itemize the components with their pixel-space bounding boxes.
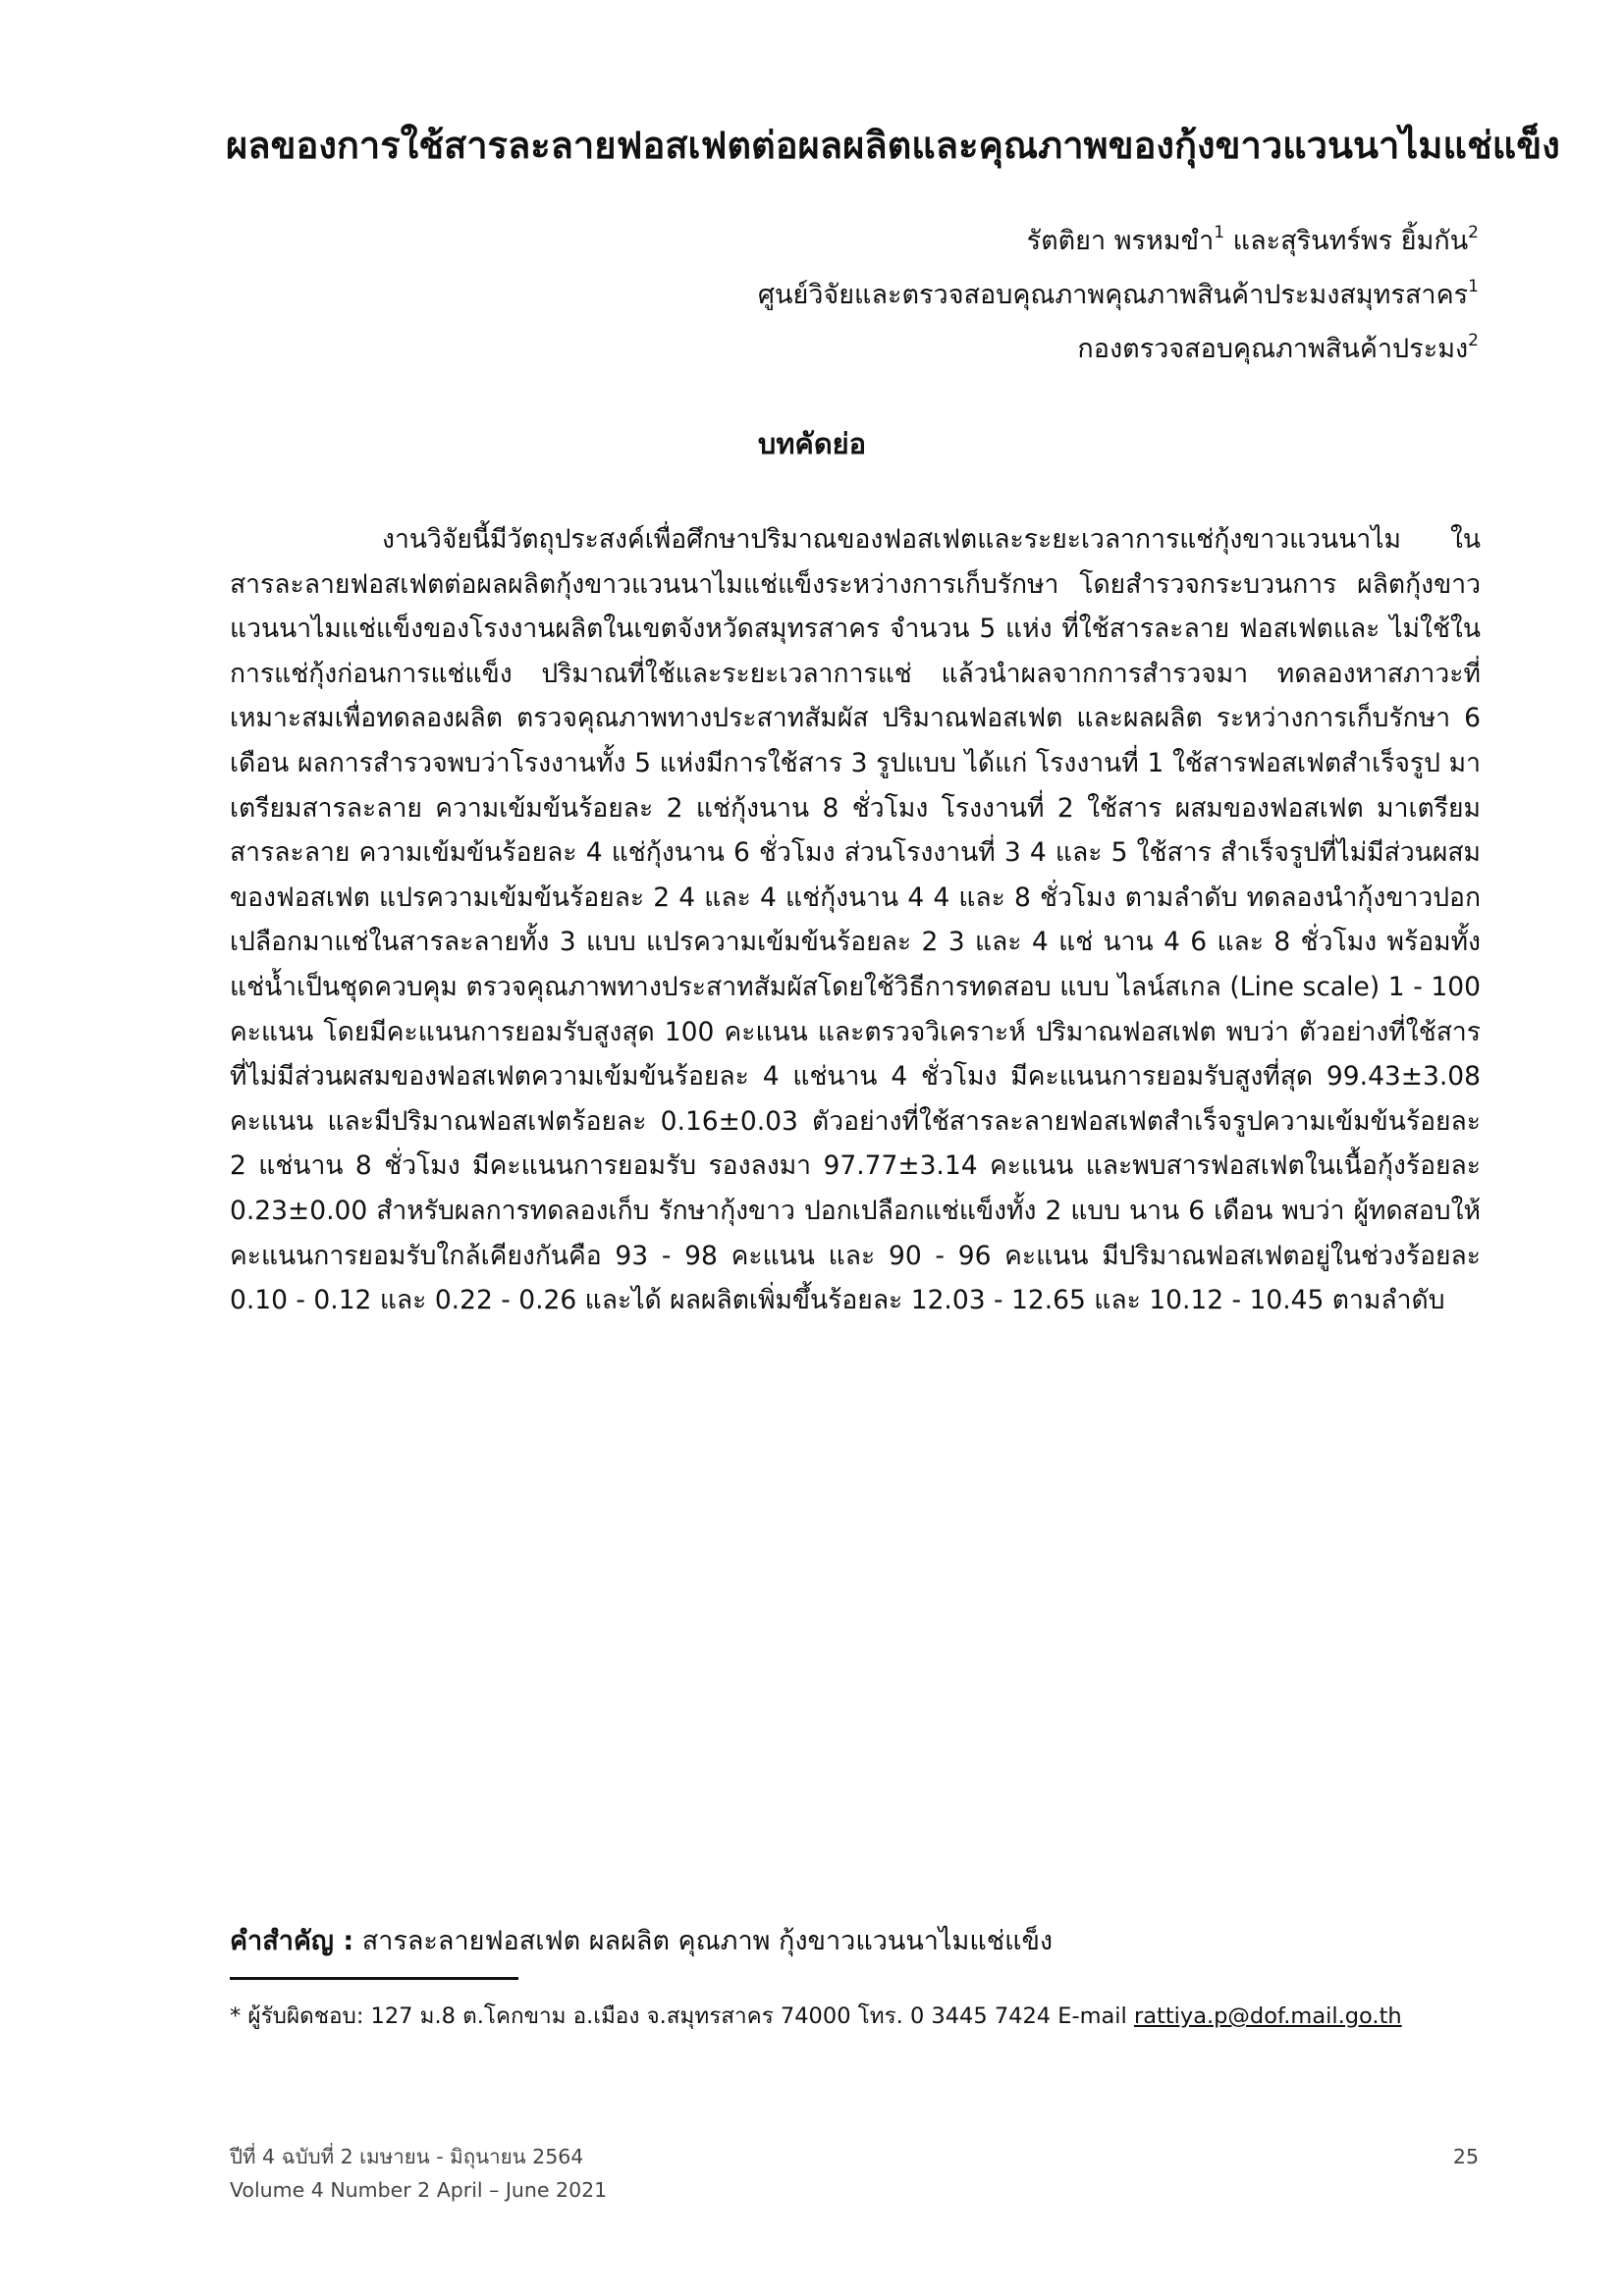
author-2-name: และสุรินทร์พร ยิ้มกัน: [1224, 226, 1469, 256]
keywords: [230, 1922, 1487, 1961]
journal-issue-info: [230, 2140, 607, 2207]
author-block: [758, 214, 1479, 376]
footnote-text: * ผู้รับผิดชอบ: 127 ม.8 ต.โคกขาม อ.เมือง จ.สมุทรสาคร 74000 โทร. 0 3445 7424 E-mail: [230, 2003, 1134, 2029]
author-1-name: รัตติยา พรหมขำ: [1026, 226, 1215, 256]
corresponding-author-footnote: [230, 1999, 1506, 2034]
issue-thai: ปีที่ 4 ฉบับที่ 2 เมษายน - มิถุนายน 2564: [230, 2145, 584, 2168]
affiliation-1: ศูนย์วิจัยและตรวจสอบคุณภาพคุณภาพสินค้าประมงสมุทรสาคร$^1$: [757, 277, 1479, 310]
abstract-body: งานวิจัยนี้มีวัตถุประสงค์เพื่อศึกษาปริมาณของฟอสเฟตและระยะเวลาการแช่กุ้งขาวแวนนาไม ในสารละลายฟอสเฟตต่อผลผลิตกุ้งขาวแวนนาไมแช่แข็งระหว่างการเก็บรักษา โดยสำรวจกระบวนการ ผลิตกุ้งขาวแวนนาไมแช่แข็งของโรงงานผลิตในเขตจังหวัดสมุทรสาคร จำนวน 5 แห่ง ที่ใช้สารละลาย ฟอสเฟตและ ไม่ใช้ในการแช่กุ้งก่อนการแช่แข็ง ปริมาณที่ใช้และระยะเวลาการแช่ แล้วนำผลจากการสำรวจมา ทดลองหาสภาวะที่เหมาะสมเพื่อทดลองผลิต ตรวจคุณภาพทางประสาทสัมผัส ปริมาณฟอสเฟต และผลผลิต ระหว่างการเก็บรักษา 6 เดือน ผลการสำรวจพบว่าโรงงานทั้ง 5 แห่งมีการใช้สาร 3 รูปแบบ ได้แก่ โรงงานที่ 1 ใช้สารฟอสเฟตสำเร็จรูป มาเตรียมสารละลาย ความเข้มข้นร้อยละ 2 แช่กุ้งนาน 8 ชั่วโมง โรงงานที่ 2 ใช้สาร ผสมของฟอสเฟต มาเตรียมสารละลาย ความเข้มข้นร้อยละ 4 แช่กุ้งนาน 6 ชั่วโมง ส่วนโรงงานที่ 3 4 และ 5 ใช้สาร สำเร็จรูปที่ไม่มีส่วนผสมของฟอสเฟต แปรความเข้มข้นร้อยละ 2 4 และ 4 แช่กุ้งนาน 4 4 และ 8 ชั่วโมง ตามลำดับ ทดลองนำกุ้งขาวปอกเปลือกมาแช่ในสารละลายทั้ง 3 แบบ แปรความเข้มข้นร้อยละ 2 3 และ 4 แช่ นาน 4 6 และ 8 ชั่วโมง พร้อมทั้งแช่น้ำเป็นชุดควบคุม ตรวจคุณภาพทางประสาทสัมผัสโดยใช้วิธีการทดสอบ แบบ ไลน์สเกล (Line scale) 1 - 100 คะแนน โดยมีคะแนนการยอมรับสูงสุด 100 คะแนน และตรวจวิเคราะห์ ปริมาณฟอสเฟต พบว่า ตัวอย่างที่ใช้สารที่ไม่มีส่วนผสมของฟอสเฟตความเข้มข้นร้อยละ 4 แช่นาน 4 ชั่วโมง มีคะแนนการยอมรับสูงที่สุด 99.43±3.08 คะแนน และมีปริมาณฟอสเฟตร้อยละ 0.16±0.03 ตัวอย่างที่ใช้สารละลายฟอสเฟตสำเร็จรูปความเข้มข้นร้อยละ 2 แช่นาน 8 ชั่วโมง มีคะแนนการยอมรับ รองลงมา 97.77±3.14 คะแนน และพบสารฟอสเฟตในเนื้อกุ้งร้อยละ 0.23±0.00 สำหรับผลการทดลองเก็บ รักษากุ้งขาว ปอกเปลือกแช่แข็งทั้ง 2 แบบ นาน 6 เดือน พบว่า ผู้ทดสอบให้คะแนนการยอมรับใกล้เคียงกันคือ 93 - 98 คะแนน และ 90 - 96 คะแนน มีปริมาณฟอสเฟตอยู่ในช่วงร้อยละ 0.10 - 0.12 และ 0.22 - 0.26 และได้ ผลผลิตเพิ่มขึ้นร้อยละ 12.03 - 12.65 และ 10.12 - 10.45 ตามลำดับ: [230, 524, 1481, 1316]
author-2-affiliation-marker: 2: [1468, 223, 1479, 242]
keywords-text: สารละลายฟอสเฟต ผลผลิต คุณภาพ กุ้งขาวแวนนาไมแช่แข็ง: [353, 1926, 1054, 1956]
paper-title: ผลของการใช้สารละลายฟอสเฟตต่อผลผลิตและคุณภาพของกุ้งขาวแวนนาไมแช่แข็ง: [226, 124, 1560, 167]
page-number: 25: [1452, 2145, 1479, 2168]
keywords-label: คำสำคัญ :: [230, 1926, 354, 1956]
affiliation-2-marker: 2: [1468, 331, 1479, 350]
abstract-heading: บทคัดย่อ: [757, 427, 867, 460]
affiliation-1-marker: 1: [1468, 277, 1479, 296]
author-names: [758, 214, 1479, 268]
footnote-divider: [230, 1977, 518, 1980]
issue-english: Volume 4 Number 2 April – June 2021: [230, 2178, 608, 2202]
author-1-affiliation-marker: 1: [1214, 223, 1225, 242]
affiliation-2: กองตรวจสอบคุณภาพสินค้าประมง$^2$: [1077, 331, 1479, 364]
email-link[interactable]: rattiya.p@dof.mail.go.th: [1133, 2003, 1402, 2029]
